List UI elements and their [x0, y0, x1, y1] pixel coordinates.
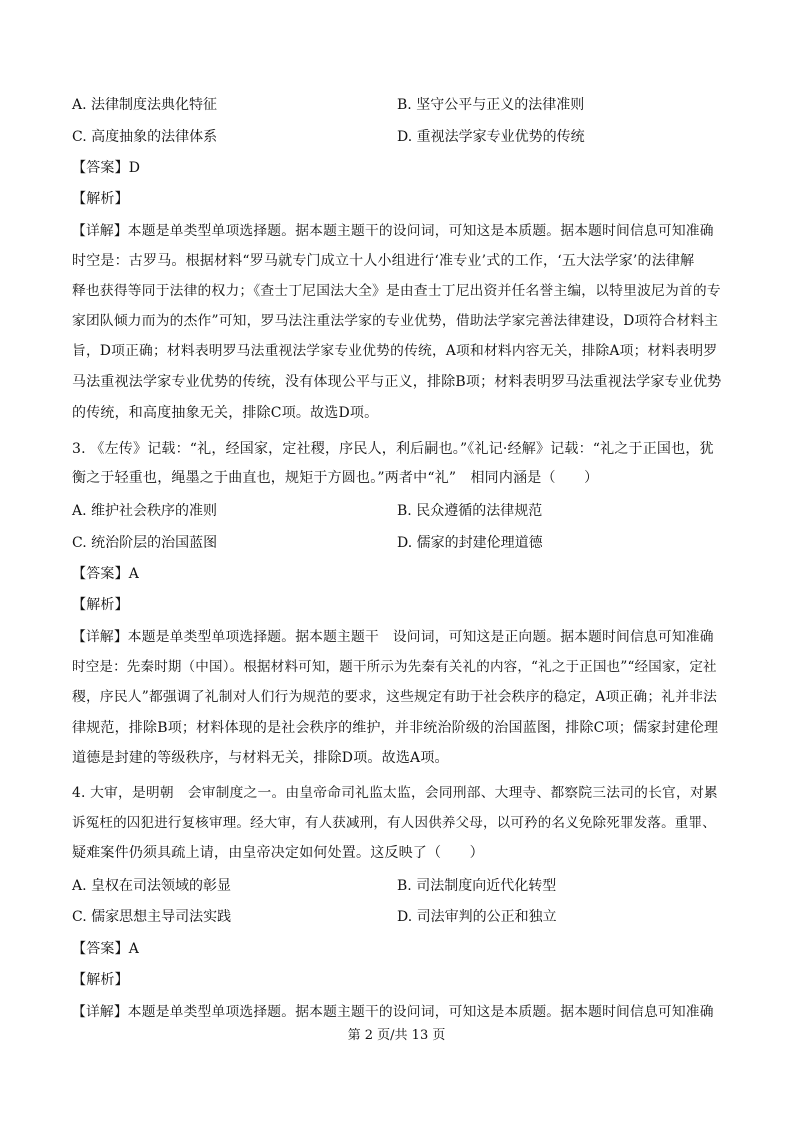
q2-answer: 【答案】D [72, 160, 141, 176]
q4-option-b: B. 司法制度向近代化转型 [397, 878, 557, 894]
q2-analysis-heading: 【解析】 [72, 191, 129, 207]
q2-detail-line: 家团队倾力而为的杰作”可知，罗马法注重法学家的专业优势，借助法学家完善法律建设，D项符合材料主 [72, 313, 719, 329]
q3-stem-line: 3. 《左传》记载：“礼，经国家，定社稷，序民人，利后嗣也。”《礼记·经解》记载：“礼之于正国也，犹 [72, 441, 714, 457]
q3-option-a: A. 维护社会秩序的准则 [72, 503, 218, 519]
q3-analysis-heading: 【解析】 [72, 597, 129, 613]
q4-stem-line: 4. 大审，是明朝 会审制度之一。由皇帝命司礼监太监，会同刑部、大理寺、都察院三法司的长官，对累 [72, 785, 718, 801]
q3-detail-line: 时空是：先秦时期（中国）。根据材料可知，题干所示为先秦有关礼的内容，“礼之于正国也”“经国家，定社 [72, 659, 717, 675]
q2-detail-line: 马法重视法学家专业优势的传统，没有体现公平与正义，排除B项；材料表明罗马法重视法学家专业优势 [72, 374, 722, 390]
q3-option-c: C. 统治阶层的治国蓝图 [72, 535, 218, 551]
q3-answer: 【答案】A [72, 566, 140, 582]
q2-option-d: D. 重视法学家专业优势的传统 [397, 129, 585, 145]
q4-detail-line: 【详解】本题是单类型单项选择题。据本题主题干的设问词，可知这是本质题。据本题时间信息可知准确 [72, 1004, 714, 1020]
q2-detail-line: 释也获得等同于法律的权力；《查士丁尼国法大全》是由查士丁尼出资并任名誉主编，以特里波尼为首的专 [72, 283, 721, 299]
q3-detail-line: 律规范，排除B项；材料体现的是社会秩序的维护，并非统治阶级的治国蓝图，排除C项；儒家封建伦理 [72, 720, 719, 736]
q2-detail-line: 【详解】本题是单类型单项选择题。据本题主题干的设问词，可知这是本质题。据本题时间信息可知准确 [72, 223, 714, 239]
q4-option-d: D. 司法审判的公正和独立 [397, 909, 557, 925]
q4-analysis-heading: 【解析】 [72, 972, 129, 988]
q3-detail-line: 稷，序民人”都强调了礼制对人们行为规范的要求，这些规定有助于社会秩序的稳定，A项正确；礼并非法 [72, 689, 718, 705]
q2-option-c: C. 高度抽象的法律体系 [72, 129, 218, 145]
q2-option-a: A. 法律制度法典化特征 [72, 97, 218, 113]
page-number-footer: 第 2 页/共 13 页 [347, 1028, 446, 1043]
q2-detail-line: 时空是：古罗马。根据材料“罗马就专门成立十人小组进行‘准专业’式的工作，‘五大法学家’的法律解 [72, 253, 695, 269]
q4-stem-line: 疑难案件仍须具疏上请，由皇帝决定如何处置。这反映了（ ） [72, 845, 484, 861]
q3-option-d: D. 儒家的封建伦理道德 [397, 535, 543, 551]
q4-option-a: A. 皇权在司法领域的彰显 [72, 878, 232, 894]
q4-stem-line: 诉冤枉的囚犯进行复核审理。经大审，有人获减刑，有人因供养父母，以可矜的名义免除死罪发落。重罪、 [72, 815, 716, 831]
q3-detail-line: 道德是封建的等级秩序，与材料无关，排除D项。故选A项。 [72, 750, 449, 766]
q4-answer: 【答案】A [72, 941, 140, 957]
q3-stem-line: 衡之于轻重也，绳墨之于曲直也，规矩于方圆也。”两者中“礼” 相同内涵是（ ） [72, 470, 599, 486]
q2-detail-line: 旨，D项正确；材料表明罗马法重视法学家专业优势的传统，A项和材料内容无关，排除A项；材料表明罗 [72, 343, 718, 359]
q3-option-b: B. 民众遵循的法律规范 [397, 503, 543, 519]
q2-option-b: B. 坚守公平与正义的法律准则 [397, 97, 585, 113]
q2-detail-line: 的传统，和高度抽象无关，排除C项。故选D项。 [72, 405, 379, 421]
q4-option-c: C. 儒家思想主导司法实践 [72, 909, 232, 925]
q3-detail-line: 【详解】本题是单类型单项选择题。据本题主题干 设问词，可知这是正向题。据本题时间信息可知准确 [72, 629, 714, 645]
